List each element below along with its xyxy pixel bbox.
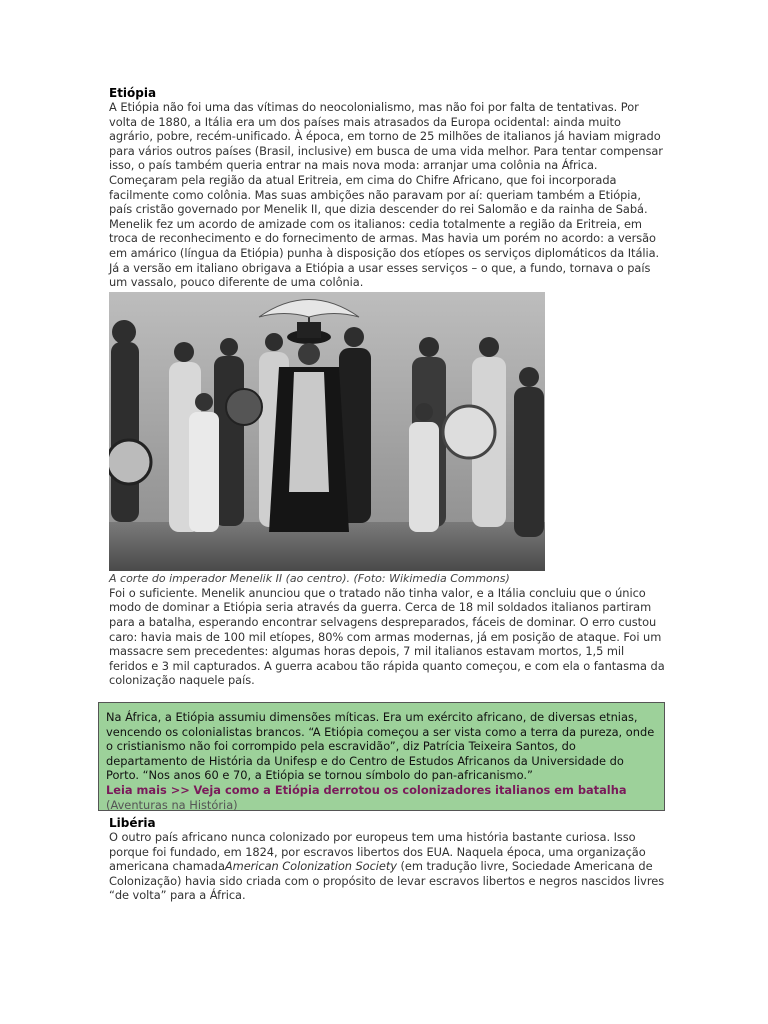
paragraph-3: Foi o suficiente. Menelik anunciou que o tratado não tinha valor, e a Itália concluiu que o único modo de dominar a Etiópia seria através da guerra. Cerca de 18 mil soldados italianos partiram para a batalha, esperando encontrar selvagens despreparados, fáceis de dominar. O erro custou caro: havia mais de 100 mil etíopes, 80% com armas modernas, já em posição de ataque. Foi um massacre sem precedentes: algumas horas depois, 7 mil italianos estavam mortos, 1,5 mil feridos e 3 mil capturados. A guerra acabou tão rápida quanto começou, e com ela o fantasma da colonização naquele país.	[109, 585, 665, 688]
callout-box	[98, 702, 665, 811]
liberia-text-b: (em tradução livre, Sociedade Americana de Colonização) havia sido criada com o propósito de levar escravos libertos e negros nascidos livres “de volta” para a África.	[109, 859, 665, 903]
paragraph-1: A Etiópia não foi uma das vítimas do neocolonialismo, mas não foi por falta de tentativas. Por volta de 1880, a Itália era um dos países mais atrasados da Europa ocidental: ainda muito agrário, pobre, recém-unificado. À época, em torno de 25 milhões de italianos já haviam migrado para vários outros países (Brasil, inclusive) em busca de uma vida melhor. Para tentar compensar isso, o país também queria entrar na mais nova moda: arranjar uma colônia na África.	[109, 100, 663, 173]
paragraph-liberia	[109, 830, 665, 903]
section-liberia	[109, 816, 665, 903]
section-ethiopia	[109, 86, 665, 688]
liberia-text-a: O outro país africano nunca colonizado por europeus tem uma história bastante curiosa. Isso porque foi fundado, em 1824, por escravos libertos dos EUA. Naquela época, uma organização americana chamada	[109, 830, 646, 874]
photo-caption: A corte do imperador Menelik II (ao centro). (Foto: Wikimedia Commons)	[109, 571, 510, 585]
liberia-text-italic: American Colonization Society	[224, 859, 397, 874]
menelik-court-photo	[109, 292, 545, 571]
read-more-link[interactable]: Veja como a Etiópia derrotou os colonizadores italianos em batalha	[193, 782, 627, 797]
callout-text: Na África, a Etiópia assumiu dimensões míticas. Era um exército africano, de diversas etnias, vencendo os colonialistas brancos. “A Etiópia começou a ser vista como a terra da pureza, onde o cristianismo não foi corrompido pela escravidão”, diz Patrícia Teixeira Santos, do departamento de História da Unifesp e do Centro de Estudos Africanos da Universidade do Porto. “Nos anos 60 e 70, a Etiópia se tornou símbolo do pan-africanismo.”	[106, 710, 655, 783]
section-title-ethiopia: Etiópia	[109, 86, 157, 100]
read-more-source: (Aventuras na História)	[106, 797, 238, 812]
read-more-label: Leia mais >>	[106, 782, 190, 797]
paragraph-2: Começaram pela região da atual Eritreia, em cima do Chifre Africano, que foi incorporada facilmente como colônia. Mas suas ambições não paravam por aí: queriam também a Etiópia, país cristão governado por Menelik II, que dizia descender do rei Salomão e da rainha de Sabá. Menelik fez um acordo de amizade com os italianos: cedia totalmente a região da Eritreia, em troca de reconhecimento e do fornecimento de armas. Mas havia um porém no acordo: a versão em amárico (língua da Etiópia) punha à disposição dos etíopes os serviços diplomáticos da Itália. Já a versão em italiano obrigava a Etiópia a usar esses serviços – o que, a fundo, tornava o país um vassalo, pouco diferente de uma colônia.	[109, 172, 660, 290]
section-title-liberia: Libéria	[109, 816, 156, 830]
photo-illustration	[109, 292, 545, 571]
read-more	[106, 783, 657, 812]
